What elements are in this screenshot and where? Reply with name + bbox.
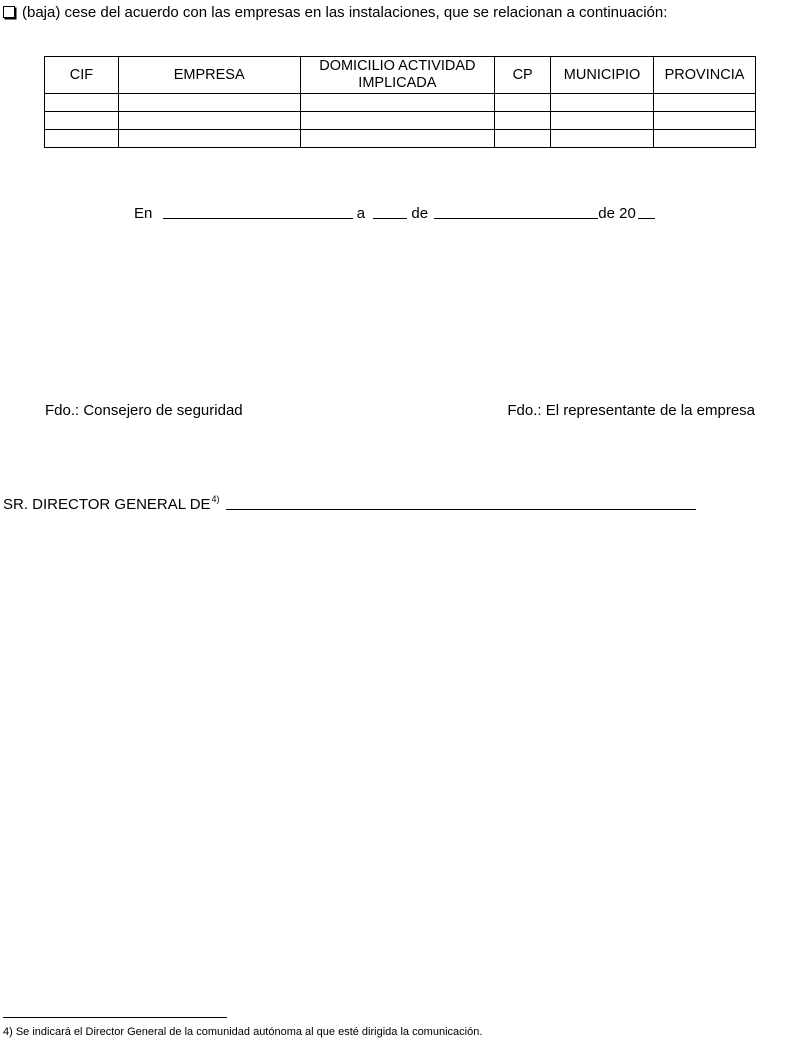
cell-provincia[interactable]: [654, 112, 756, 130]
cell-municipio[interactable]: [551, 130, 654, 148]
baja-option: [3, 4, 667, 22]
baja-checkbox[interactable]: [3, 6, 15, 18]
header-domicilio-actividad: DOMICILIO ACTIVIDAD IMPLICADA: [300, 57, 495, 94]
place-field[interactable]: [163, 204, 353, 219]
signature-company-representative: Fdo.: El representante de la empresa: [507, 402, 755, 419]
cell-cif[interactable]: [45, 94, 119, 112]
table-header-row: [45, 57, 756, 94]
footnote-text: 4) Se indicará el Director General de la comunidad autónoma al que esté dirigida la comunicación.: [3, 1026, 483, 1038]
cell-provincia[interactable]: [654, 94, 756, 112]
cell-municipio[interactable]: [551, 94, 654, 112]
header-cp: CP: [495, 57, 551, 94]
date-line: [134, 204, 655, 223]
cell-empresa[interactable]: [118, 130, 300, 148]
cell-domicilio[interactable]: [300, 112, 495, 130]
header-cif: CIF: [45, 57, 119, 94]
companies-table: [44, 56, 756, 148]
year-field[interactable]: [638, 204, 655, 219]
director-line: [3, 490, 696, 514]
cell-empresa[interactable]: [118, 94, 300, 112]
baja-option-text: (baja) cese del acuerdo con las empresas en las instalaciones, que se relacionan a continuación:: [22, 4, 668, 21]
cell-cif[interactable]: [45, 112, 119, 130]
day-field[interactable]: [373, 204, 407, 219]
month-field[interactable]: [434, 204, 598, 219]
header-empresa: EMPRESA: [118, 57, 300, 94]
cell-domicilio[interactable]: [300, 94, 495, 112]
header-provincia: PROVINCIA: [654, 57, 756, 94]
date-a-label: a: [356, 205, 366, 222]
header-municipio: MUNICIPIO: [551, 57, 654, 94]
date-en-label: En: [134, 205, 153, 222]
cell-municipio[interactable]: [551, 112, 654, 130]
cell-cp[interactable]: [495, 112, 551, 130]
table-row: [45, 130, 756, 148]
cell-provincia[interactable]: [654, 130, 756, 148]
footnote-divider: [3, 1017, 227, 1018]
footnote-ref: 4): [211, 494, 220, 504]
cell-cp[interactable]: [495, 130, 551, 148]
table-row: [45, 94, 756, 112]
date-de-20-label: de 20: [598, 205, 636, 222]
director-field[interactable]: [226, 495, 696, 510]
cell-empresa[interactable]: [118, 112, 300, 130]
cell-domicilio[interactable]: [300, 130, 495, 148]
cell-cif[interactable]: [45, 130, 119, 148]
table-row: [45, 112, 756, 130]
date-de-label: de: [411, 205, 429, 222]
cell-cp[interactable]: [495, 94, 551, 112]
signature-security-advisor: Fdo.: Consejero de seguridad: [45, 402, 243, 419]
director-label: SR. DIRECTOR GENERAL DE: [3, 496, 211, 513]
